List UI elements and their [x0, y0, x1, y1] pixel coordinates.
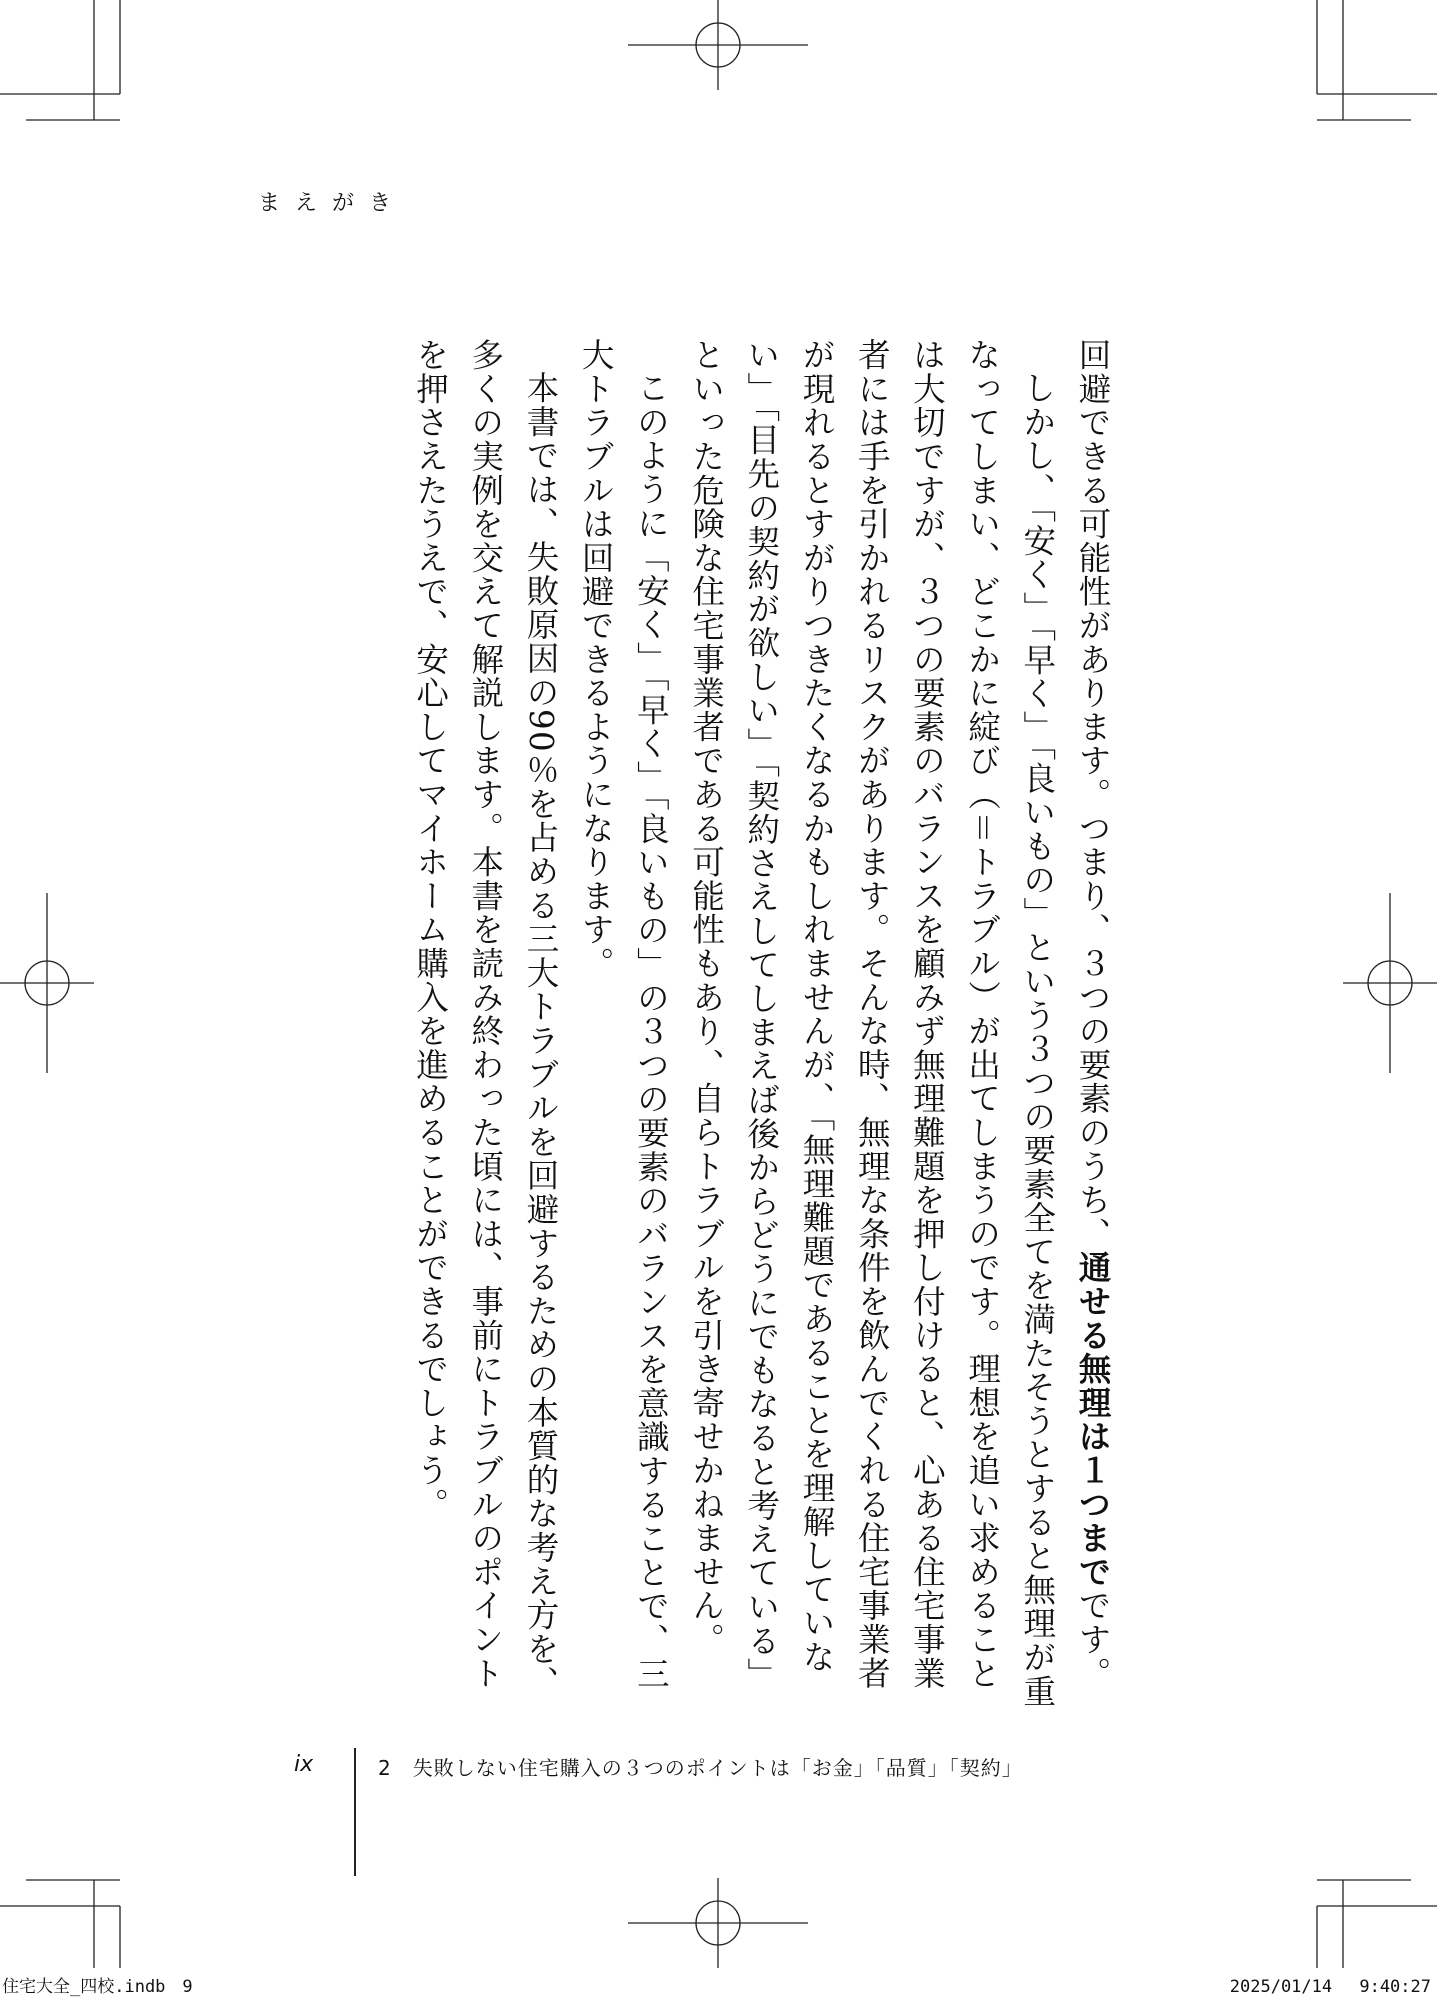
- registration-mark-left: [0, 893, 94, 1073]
- paragraph-text: このように「安く」「早く」「良いもの」の３つの要素のバランスを意識することで、三大トラブルは回避できるようになります。: [577, 338, 671, 1690]
- crop-mark-bottom-right: [1317, 1880, 1437, 1968]
- emphasis-text: 通せる無理は１つまで: [1074, 1250, 1112, 1589]
- registration-mark-top: [628, 0, 808, 90]
- slug-file-info: 住宅大全_四校.indb 9: [2, 1977, 193, 1997]
- paragraph: [1065, 338, 1120, 1718]
- page-number: ix: [294, 1752, 314, 1777]
- paragraph: [402, 338, 568, 1718]
- crop-mark-bottom-left: [0, 1880, 120, 1968]
- chapter-running-foot: 2 失敗しない住宅購入の３つのポイントは「お金」「品質」「契約」: [378, 1756, 1023, 1780]
- body-text: [411, 338, 1120, 1718]
- registration-mark-bottom: [628, 1878, 808, 1968]
- registration-mark-right: [1343, 893, 1437, 1073]
- paragraph-text: 本書では、失敗原因の90％を占める三大トラブルを回避するための本質的な考え方を、多くの実例を交えて解説します。本書を読み終わった頃には、事前にトラブルのポイントを押さえたうえで、安心してマイホーム購入を進めることができるでしょう。: [411, 338, 560, 1699]
- folio-divider: [354, 1748, 356, 1876]
- paragraph-text: 回避できる可能性があります。つまり、３つの要素のうち、: [1074, 338, 1112, 1251]
- paragraph: [678, 338, 1064, 1718]
- paragraph-text: です。: [1074, 1588, 1112, 1691]
- running-title: まえがき: [258, 191, 407, 216]
- paragraph-text: しかし、「安く」「早く」「良いもの」という３つの要素全てを満たそうとすると無理が重なってしまい、どこかに綻び（＝トラブル）が出てしまうのです。理想を追い求めることは大切ですが、３つの要素のバランスを顧みず無理難題を押し付けると、心ある住宅事業者には手を引かれるリスクがあります。そんな時、無理な条件を飲んでくれる住宅事業者が現れるとすがりつきたくなるかもしれませんが、「無理難題であることを理解していない」「目先の契約が欲しい」「契約さえしてしまえば後からどうにでもなると考えている」といった危険な住宅事業者である可能性もあり、自らトラブルを引き寄せかねません。: [687, 338, 1057, 1708]
- slug-timestamp: 2025/01/14 9:40:27: [1229, 1977, 1431, 1997]
- crop-mark-top-right: [1317, 0, 1437, 120]
- paragraph: [568, 338, 678, 1718]
- crop-mark-top-left: [0, 0, 120, 120]
